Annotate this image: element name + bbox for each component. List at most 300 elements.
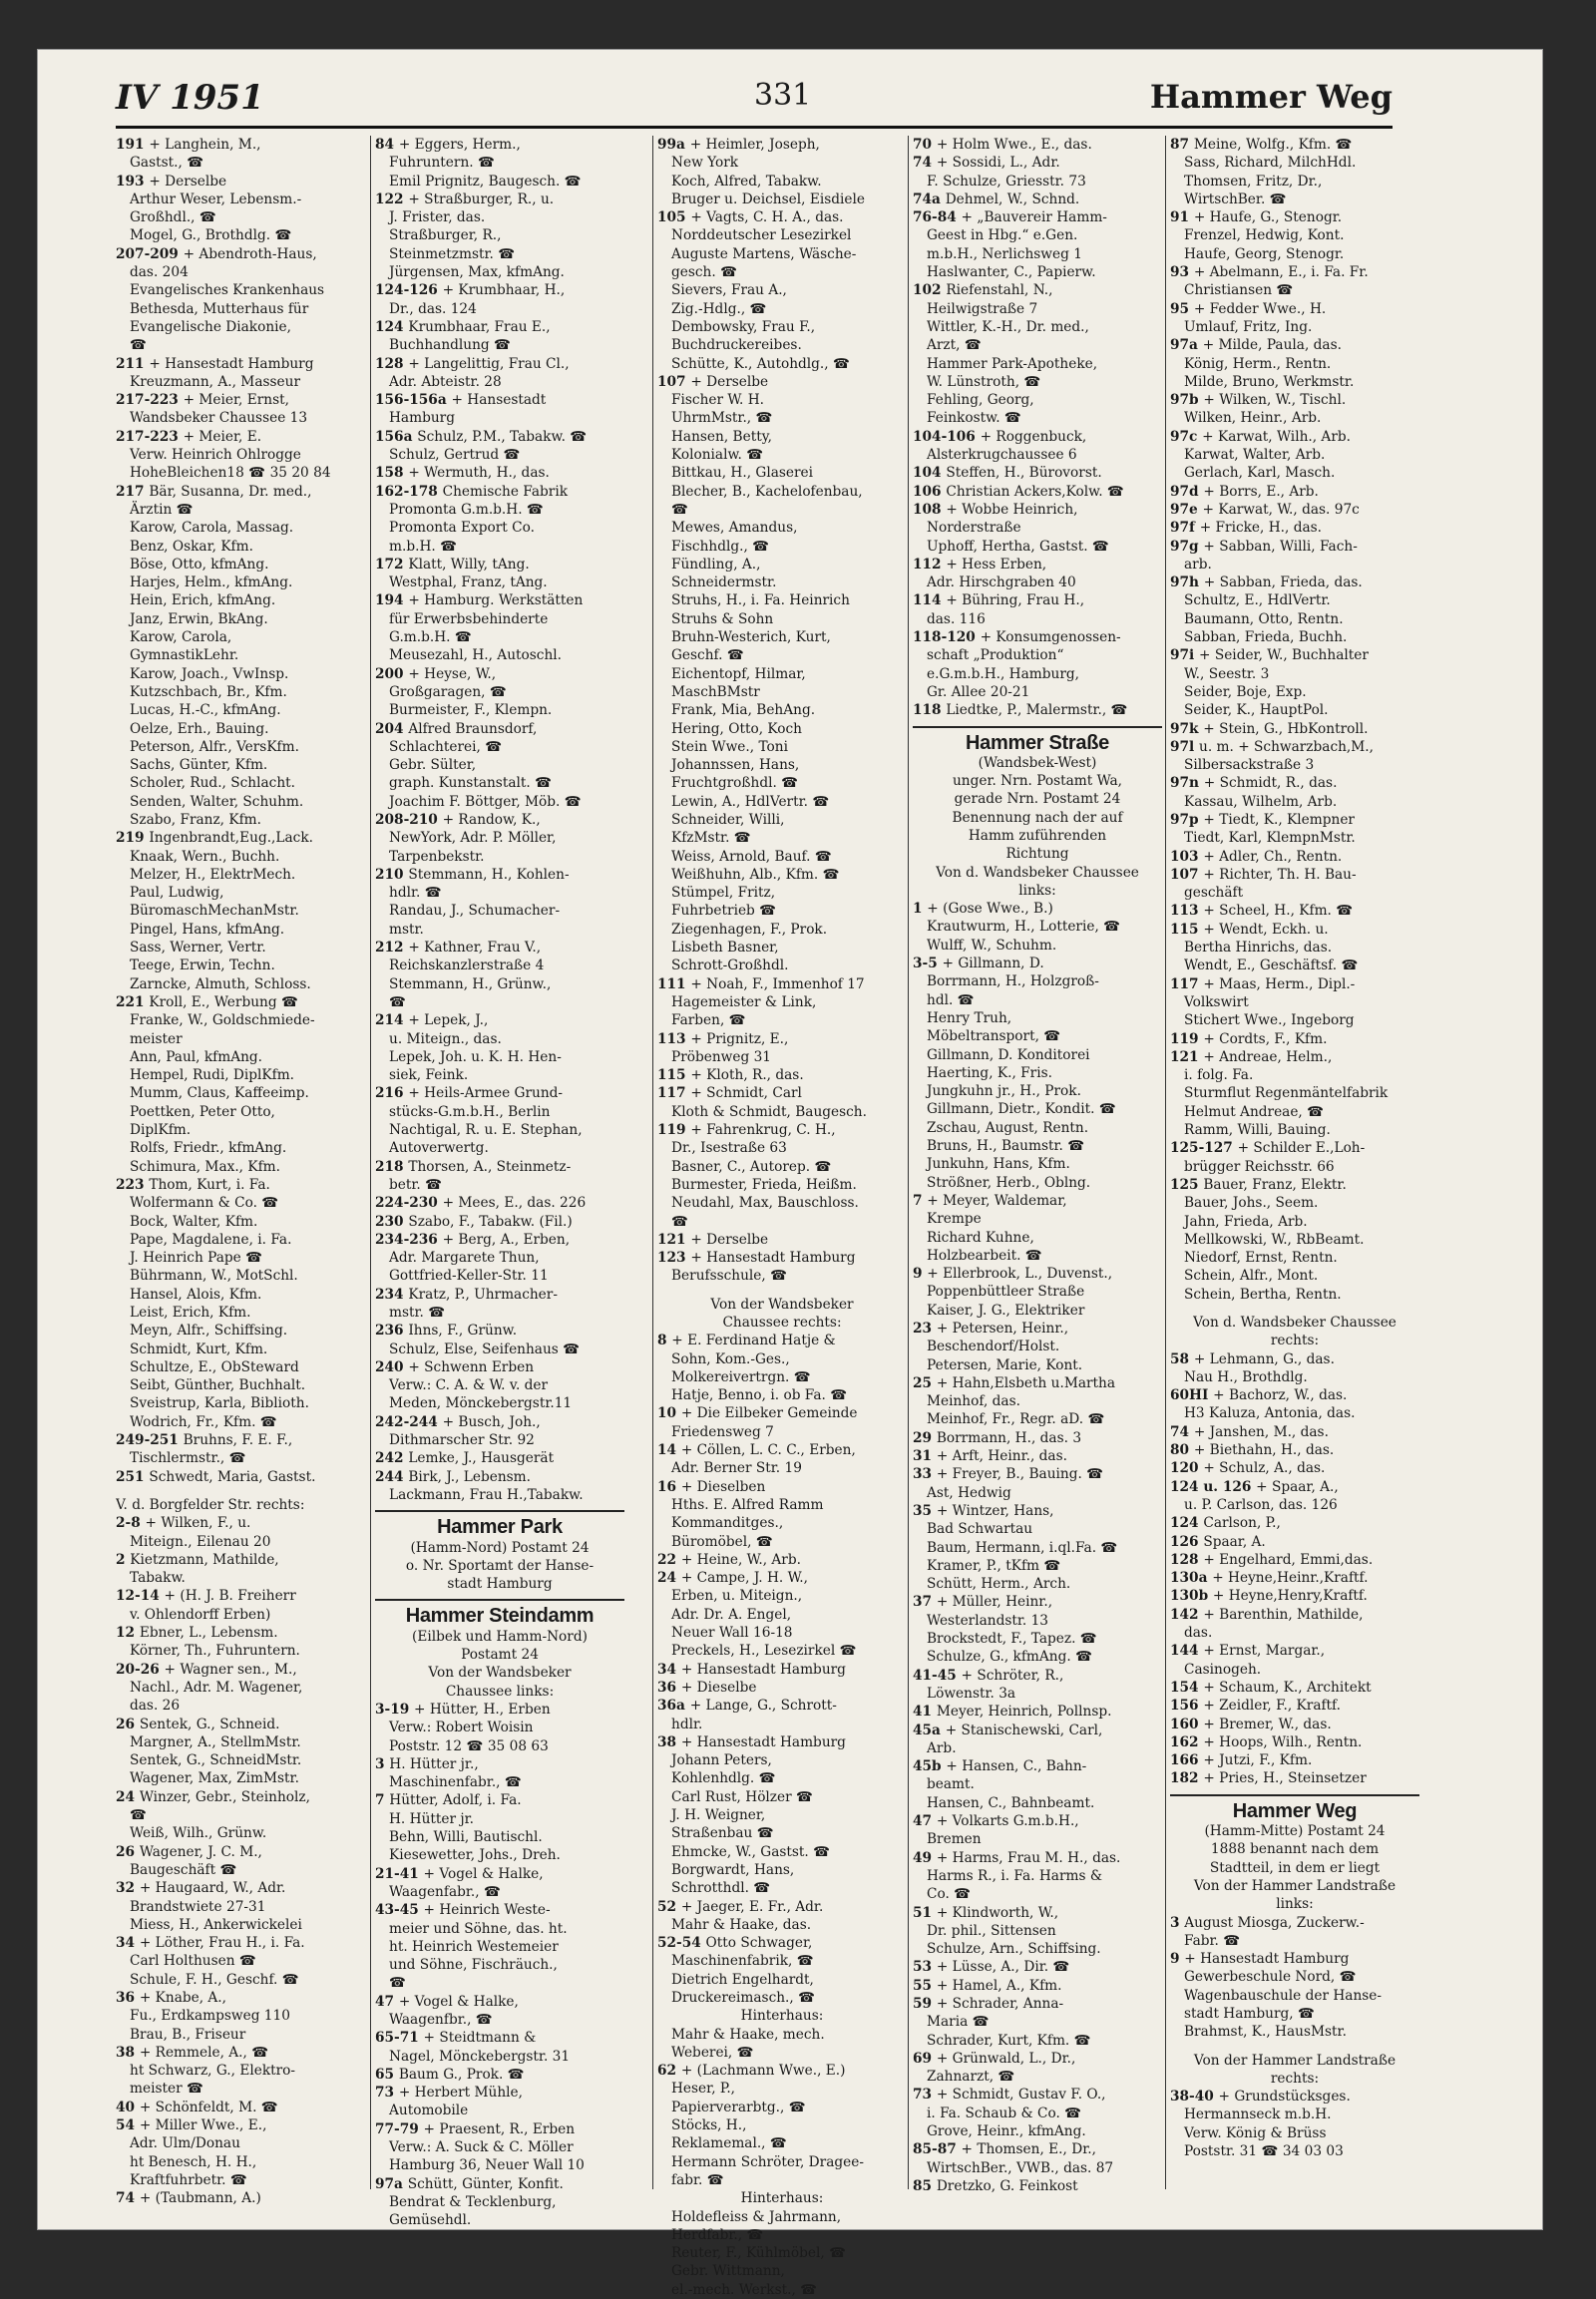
entry-continuation: Wagenbauschule der Hanse- bbox=[1184, 1987, 1383, 2004]
entry-continuation: Gr. Allee 20-21 bbox=[927, 683, 1030, 700]
entry-continuation: Burmeister, F., Klempn. bbox=[389, 702, 553, 719]
house-number: 128 bbox=[1170, 1551, 1204, 1568]
entry-continuation: Fischhdlg., ☎ bbox=[671, 538, 770, 555]
house-number: 62 bbox=[657, 2063, 681, 2080]
entry-text: + Hess Erben, bbox=[946, 556, 1047, 573]
spacer bbox=[657, 1286, 907, 1296]
house-number: 41-45 bbox=[913, 1667, 962, 1684]
entry-continuation: Fündling, A., bbox=[671, 556, 761, 573]
section-note: stadt Hamburg bbox=[447, 1576, 553, 1593]
entry-text: + Holm Wwe., E., das. bbox=[936, 137, 1092, 153]
entry-continuation: Umlauf, Fritz, Ing. bbox=[1184, 318, 1313, 335]
entry-continuation: J. H. Weigner, bbox=[671, 1807, 766, 1824]
house-number: 123 bbox=[657, 1250, 691, 1267]
entry-continuation: Hempel, Rudi, DiplKfm. bbox=[130, 1067, 295, 1084]
section-rule bbox=[913, 726, 1162, 728]
directory-column-4 bbox=[913, 136, 1162, 2195]
directory-entry bbox=[1170, 1423, 1419, 1441]
house-number: 97d bbox=[1170, 483, 1204, 500]
directory-entry bbox=[1170, 1733, 1419, 1751]
house-number: 218 bbox=[375, 1158, 409, 1175]
entry-text: August Miosga, Zuckerw.- bbox=[1184, 1914, 1365, 1931]
entry-text: + Bachorz, W., das. bbox=[1213, 1387, 1348, 1404]
entry-text: + Thomsen, E., Dr., bbox=[961, 2141, 1096, 2158]
house-number: 211 bbox=[116, 355, 150, 372]
directory-entry bbox=[116, 391, 365, 409]
directory-entry bbox=[1170, 1950, 1419, 1968]
entry-text: Schulz, P.M., Tabakw. ☎ bbox=[417, 428, 588, 445]
entry-continuation: Schulz, Else, Seifenhaus ☎ bbox=[389, 1341, 581, 1357]
directory-entry bbox=[657, 1934, 907, 1952]
entry-continuation: Wilken, Heinr., Arb. bbox=[1184, 410, 1322, 427]
section-rule bbox=[375, 1510, 624, 1512]
house-number: 102 bbox=[913, 282, 947, 299]
entry-text: + Cöllen, L. C. C., Erben, bbox=[680, 1442, 856, 1459]
directory-entry bbox=[375, 1358, 624, 1376]
house-number: 35 bbox=[913, 1502, 937, 1519]
house-number: 115 bbox=[657, 1067, 691, 1084]
entry-text: Steffen, H., Bürovorst. bbox=[946, 465, 1102, 482]
directory-column-3 bbox=[657, 136, 907, 2299]
entry-continuation: Nachl., Adr. M. Wagener, bbox=[130, 1679, 303, 1696]
entry-continuation: Kiesewetter, Johs., Dreh. bbox=[389, 1847, 561, 1864]
house-number: 22 bbox=[657, 1551, 681, 1568]
house-number: 20-26 bbox=[116, 1661, 165, 1678]
entry-continuation: Ramm, Willi, Bauing. bbox=[1184, 1122, 1331, 1139]
entry-continuation: BüromaschMechanMstr. bbox=[130, 903, 299, 920]
entry-text: + Heyne,Henry,Kraftf. bbox=[1212, 1588, 1368, 1605]
directory-entry bbox=[1170, 1030, 1419, 1048]
entry-text: + Kathner, Frau V., bbox=[408, 940, 542, 957]
entry-continuation: Autoverwertg. bbox=[389, 1140, 489, 1157]
house-number: 97p bbox=[1170, 811, 1204, 828]
entry-text: + Meier, E. bbox=[183, 428, 262, 445]
house-number: 12 bbox=[116, 1625, 140, 1642]
entry-continuation: Burmester, Frieda, Heißm. bbox=[671, 1176, 857, 1193]
directory-entry bbox=[116, 1624, 365, 1642]
entry-continuation: Henry Truh, bbox=[927, 1009, 1012, 1026]
entry-continuation: Evangelisches Krankenhaus bbox=[130, 282, 325, 299]
entry-continuation: Meusezahl, H., Autoschl. bbox=[389, 647, 562, 664]
entry-continuation: Kramer, P., tKfm ☎ bbox=[927, 1557, 1061, 1574]
entry-continuation: Lisbeth Basner, bbox=[671, 940, 779, 957]
entry-continuation: Tischlermstr., ☎ bbox=[130, 1450, 246, 1467]
directory-entry bbox=[1170, 1386, 1419, 1404]
house-number: 55 bbox=[913, 1977, 937, 1994]
house-number: 52-54 bbox=[657, 1935, 706, 1952]
house-number: 160 bbox=[1170, 1716, 1204, 1732]
house-number: 124 bbox=[375, 318, 409, 335]
house-number: 38 bbox=[657, 1733, 681, 1750]
entry-text: + Wilken, F., u. bbox=[145, 1515, 251, 1532]
house-number: 182 bbox=[1170, 1770, 1204, 1787]
directory-entry bbox=[375, 1231, 624, 1249]
entry-continuation: Dithmarscher Str. 92 bbox=[389, 1432, 535, 1449]
entry-continuation: Carl Rust, Hölzer ☎ bbox=[671, 1788, 814, 1805]
house-number: 119 bbox=[657, 1122, 691, 1139]
entry-continuation: Karow, Carola, bbox=[130, 629, 232, 646]
section-note: Benennung nach der auf bbox=[952, 809, 1123, 826]
directory-entry bbox=[375, 1755, 624, 1773]
entry-text: + Arft, Heinr., das. bbox=[936, 1448, 1067, 1465]
entry-continuation: das. 26 bbox=[130, 1698, 181, 1715]
entry-continuation: Norddeutscher Lesezirkel bbox=[671, 227, 852, 244]
entry-continuation: Bertha Hinrichs, das. bbox=[1184, 940, 1333, 957]
house-number: 25 bbox=[913, 1374, 937, 1391]
entry-continuation: meister bbox=[130, 1030, 183, 1047]
entry-continuation: Gewerbeschule Nord, ☎ bbox=[1184, 1969, 1357, 1986]
entry-continuation: Preckels, H., Lesezirkel ☎ bbox=[671, 1643, 857, 1660]
directory-page bbox=[38, 50, 1542, 2298]
section-note: links: bbox=[1018, 882, 1056, 899]
entry-text: + Vagts, C. H. A., das. bbox=[690, 209, 844, 226]
entry-continuation: KfzMstr. ☎ bbox=[671, 830, 751, 847]
section-note: Von d. Wandsbeker Chaussee bbox=[1193, 1315, 1396, 1331]
directory-entry bbox=[657, 1478, 907, 1496]
entry-continuation: Kohlenhdlg. ☎ bbox=[671, 1770, 776, 1787]
entry-text: + Hütter, H., Erben bbox=[414, 1701, 551, 1718]
entry-continuation: Schlachterei, ☎ bbox=[389, 738, 503, 755]
entry-continuation: Gillmann, D. Konditorei bbox=[927, 1046, 1090, 1063]
entry-continuation: Mogel, G., Brothdlg. ☎ bbox=[130, 227, 292, 244]
entry-continuation: Peterson, Alfr., VersKfm. bbox=[130, 738, 299, 755]
section-rule bbox=[375, 1599, 624, 1601]
house-number: 230 bbox=[375, 1213, 409, 1230]
entry-text: + Remmele, A., ☎ bbox=[139, 2044, 269, 2061]
directory-column-5 bbox=[1170, 136, 1419, 2160]
directory-entry bbox=[375, 1865, 624, 1883]
entry-continuation: Zig.-Hdlg., ☎ bbox=[671, 300, 767, 317]
directory-entry bbox=[913, 501, 1162, 519]
entry-continuation: Poppenbüttleer Straße bbox=[927, 1284, 1085, 1301]
entry-text: + Wendt, Eckh. u. bbox=[1203, 921, 1329, 938]
entry-continuation: ☎ bbox=[671, 1213, 689, 1230]
entry-continuation: arb. bbox=[1184, 556, 1212, 573]
house-number: 45a bbox=[913, 1722, 946, 1738]
entry-text: + Engelhard, Emmi,das. bbox=[1203, 1551, 1374, 1568]
house-number: 23 bbox=[913, 1321, 937, 1337]
directory-entry bbox=[1170, 646, 1419, 664]
entry-continuation: Baumann, Otto, Rentn. bbox=[1184, 610, 1344, 627]
entry-text: Alfred Braunsdorf, bbox=[408, 720, 538, 737]
entry-continuation: Gerlach, Karl, Masch. bbox=[1184, 465, 1336, 482]
entry-continuation: Mahr & Haake, mech. bbox=[671, 2026, 825, 2043]
directory-entry bbox=[657, 1066, 907, 1084]
entry-continuation: ☎ bbox=[671, 501, 689, 518]
entry-continuation: m.b.H., Nerlichsweg 1 bbox=[927, 245, 1082, 262]
entry-continuation: Brau, B., Friseur bbox=[130, 2026, 246, 2043]
entry-continuation: Schrott-Großhdl. bbox=[671, 958, 789, 974]
spacer bbox=[1170, 1304, 1419, 1314]
directory-entry bbox=[657, 975, 907, 993]
entry-continuation: Jürgensen, Max, kfmAng. bbox=[389, 264, 565, 281]
entry-continuation: W. Lünstroth, ☎ bbox=[927, 373, 1041, 390]
entry-continuation: und Söhne, Fischräuch., bbox=[389, 1957, 558, 1974]
entry-text: Bruhns, F. E. F., bbox=[183, 1432, 293, 1449]
house-number: 58 bbox=[1170, 1350, 1194, 1367]
entry-continuation: Adr. Hirschgraben 40 bbox=[927, 575, 1076, 591]
directory-entry bbox=[657, 1249, 907, 1267]
entry-continuation: Schulz, Gertrud ☎ bbox=[389, 447, 521, 464]
entry-continuation: Böse, Otto, kfmAng. bbox=[130, 556, 269, 573]
directory-entry bbox=[375, 1158, 624, 1176]
directory-entry bbox=[375, 483, 624, 501]
directory-entry bbox=[375, 1449, 624, 1467]
house-number: 156-156a bbox=[375, 392, 452, 409]
entry-continuation: Sievers, Frau A., bbox=[671, 282, 787, 299]
house-number: 118 bbox=[913, 702, 947, 719]
entry-continuation: Wulff, W., Schuhm. bbox=[927, 937, 1057, 954]
entry-continuation: Poststr. 12 ☎ 35 08 63 bbox=[389, 1737, 549, 1754]
directory-entry bbox=[375, 318, 624, 336]
entry-text: + Hansestadt bbox=[451, 392, 547, 409]
entry-continuation: Christiansen ☎ bbox=[1184, 282, 1294, 299]
entry-continuation: Baugeschäft ☎ bbox=[130, 1861, 237, 1878]
entry-continuation: Beschendorf/Holst. bbox=[927, 1339, 1060, 1355]
entry-continuation: ht Schwarz, G., Elektro- bbox=[130, 2063, 296, 2080]
entry-text: + Grünwald, L., Dr., bbox=[936, 2050, 1076, 2067]
entry-text: + Schmidt, R., das. bbox=[1203, 775, 1338, 792]
volume-year: IV 1951 bbox=[116, 78, 264, 118]
directory-entry bbox=[375, 1901, 624, 1919]
entry-text: + Hansestadt Hamburg bbox=[690, 1250, 856, 1267]
entry-continuation: Fabr. ☎ bbox=[1184, 1932, 1241, 1949]
entry-continuation: Borgwardt, Hans, bbox=[671, 1861, 795, 1878]
entry-text: + Vogel & Halke, bbox=[423, 1865, 544, 1882]
entry-text: + Schilder E.,Loh- bbox=[1237, 1140, 1366, 1157]
house-number: 105 bbox=[657, 209, 691, 226]
entry-text: + Konsumgenossen- bbox=[980, 629, 1121, 646]
entry-text: u. m. + Schwarzbach,M., bbox=[1199, 738, 1374, 755]
entry-continuation: Gillmann, Dietr., Kondit. ☎ bbox=[927, 1101, 1116, 1118]
entry-continuation: Arb. bbox=[927, 1739, 957, 1756]
directory-entry bbox=[1170, 1697, 1419, 1715]
entry-continuation: Struhs & Sohn bbox=[671, 610, 774, 627]
entry-continuation: Lewin, A., HdlVertr. ☎ bbox=[671, 793, 830, 810]
entry-continuation: Feinkostw. ☎ bbox=[927, 410, 1021, 427]
entry-continuation: Fuhruntern. ☎ bbox=[389, 155, 496, 172]
entry-continuation: Stöcks, H., bbox=[671, 2117, 747, 2134]
entry-continuation: Gemüsehdl. bbox=[389, 2212, 472, 2229]
entry-continuation: Neuer Wall 16-18 bbox=[671, 1625, 793, 1642]
entry-continuation: Lepek, Joh. u. K. H. Hen- bbox=[389, 1048, 562, 1065]
entry-continuation: UhrmMstr., ☎ bbox=[671, 410, 773, 427]
entry-text: + Richter, Th. H. Bau- bbox=[1203, 866, 1357, 883]
entry-continuation: Zarncke, Almuth, Schloss. bbox=[130, 975, 311, 992]
entry-text: + Andreae, Helm., bbox=[1203, 1048, 1333, 1065]
entry-continuation: Eichentopf, Hilmar, bbox=[671, 665, 806, 682]
entry-continuation: hdlr. bbox=[671, 1716, 703, 1732]
entry-text: + Volkarts G.m.b.H., bbox=[936, 1813, 1079, 1830]
house-number: 97k bbox=[1170, 720, 1204, 737]
entry-continuation: Friedensweg 7 bbox=[671, 1423, 774, 1440]
page-header bbox=[116, 76, 1393, 129]
entry-continuation: Haslwanter, C., Papierw. bbox=[927, 264, 1096, 281]
house-number: 8 bbox=[657, 1333, 672, 1349]
entry-continuation: Kaiser, J. G., Elektriker bbox=[927, 1302, 1085, 1319]
directory-entry bbox=[913, 2050, 1162, 2068]
entry-continuation: Pingel, Hans, kfmAng. bbox=[130, 921, 285, 938]
entry-continuation: Strößner, Herb., Oblng. bbox=[927, 1174, 1091, 1191]
house-number: 12-14 bbox=[116, 1588, 165, 1605]
house-number: 74 bbox=[116, 2190, 140, 2207]
directory-entry bbox=[116, 1431, 365, 1449]
entry-continuation: Straßburger, R., bbox=[389, 227, 502, 244]
entry-text: + Pries, H., Steinsetzer bbox=[1203, 1770, 1367, 1787]
house-number: 221 bbox=[116, 993, 150, 1010]
entry-text: Ihns, F., Grünw. bbox=[408, 1323, 518, 1340]
entry-text: + Schulz, A., das. bbox=[1203, 1460, 1326, 1477]
directory-entry bbox=[375, 2084, 624, 2102]
directory-entry bbox=[1170, 483, 1419, 501]
entry-continuation: Weißhuhn, Alb., Kfm. ☎ bbox=[671, 866, 840, 883]
house-number: 14 bbox=[657, 1442, 681, 1459]
house-number: 45b bbox=[913, 1758, 947, 1775]
house-number: 37 bbox=[913, 1594, 937, 1611]
entry-continuation: ht Benesch, H. H., bbox=[130, 2153, 257, 2170]
entry-text: + Sabban, Willi, Fach- bbox=[1203, 538, 1358, 555]
entry-text: + Schönfeldt, M. ☎ bbox=[139, 2099, 278, 2115]
street-section-title: Hammer Straße bbox=[966, 731, 1109, 754]
entry-continuation: Druckereimasch., ☎ bbox=[671, 1989, 816, 2006]
entry-continuation: Schneidermstr. bbox=[671, 575, 777, 591]
directory-entry bbox=[657, 1733, 907, 1751]
entry-continuation: Silbersackstraße 3 bbox=[1184, 757, 1315, 774]
entry-text: Riefenstahl, N., bbox=[946, 282, 1053, 299]
entry-text: + Heyne,Heinr.,Kraftf. bbox=[1212, 1570, 1369, 1587]
directory-entry bbox=[657, 1404, 907, 1422]
section-note: Von d. Wandsbeker Chaussee bbox=[936, 864, 1139, 881]
house-number: 128 bbox=[375, 355, 409, 372]
directory-entry bbox=[1170, 574, 1419, 591]
entry-text: + Jaeger, E. Fr., Adr. bbox=[680, 1898, 824, 1915]
directory-entry bbox=[1170, 1569, 1419, 1587]
entry-continuation: Miteign., Eilenau 20 bbox=[130, 1533, 271, 1550]
directory-entry bbox=[913, 1958, 1162, 1976]
entry-continuation: Karwat, Walter, Arb. bbox=[1184, 447, 1326, 464]
entry-continuation: DiplKfm. bbox=[130, 1122, 192, 1139]
directory-entry bbox=[375, 191, 624, 208]
directory-entry bbox=[657, 1898, 907, 1916]
entry-text: Schütt, Günter, Konfit. bbox=[407, 2175, 564, 2192]
entry-continuation: Stemmann, H., Grünw., bbox=[389, 975, 552, 992]
entry-continuation: Tabakw. bbox=[130, 1570, 186, 1587]
house-number: 251 bbox=[116, 1468, 150, 1485]
directory-entry bbox=[116, 428, 365, 446]
entry-text: Kietzmann, Mathilde, bbox=[130, 1551, 279, 1568]
entry-continuation: WirtschBer., VWB., das. 87 bbox=[927, 2159, 1114, 2176]
directory-entry bbox=[1170, 136, 1419, 154]
entry-continuation: Bethesda, Mutterhaus für bbox=[130, 300, 309, 317]
section-note: Hinterhaus: bbox=[740, 2190, 824, 2207]
entry-text: + (H. J. B. Freiherr bbox=[164, 1588, 296, 1605]
entry-continuation: Junkuhn, Hans, Kfm. bbox=[927, 1156, 1070, 1173]
entry-text: + Heils-Armee Grund- bbox=[408, 1085, 564, 1102]
directory-entry bbox=[116, 829, 365, 847]
directory-entry bbox=[1170, 975, 1419, 993]
entry-continuation: Seider, Boje, Exp. bbox=[1184, 683, 1307, 700]
entry-text: + Wobbe Heinrich, bbox=[946, 501, 1078, 518]
house-number: 113 bbox=[1170, 903, 1204, 920]
house-number: 97i bbox=[1170, 647, 1200, 664]
house-number: 130b bbox=[1170, 1588, 1213, 1605]
section-note: Stadtteil, in dem er liegt bbox=[1209, 1859, 1381, 1876]
entry-text: + Grundstücksges. bbox=[1218, 2089, 1351, 2106]
entry-text: + Janshen, M., das. bbox=[1193, 1423, 1329, 1440]
entry-text: + Noah, F., Immenhof 17 bbox=[690, 975, 865, 992]
entry-continuation: Hermann Schröter, Dragee- bbox=[671, 2153, 864, 2170]
spacer bbox=[116, 1486, 365, 1496]
house-number: 97b bbox=[1170, 392, 1204, 409]
entry-continuation: Weiss, Arnold, Bauf. ☎ bbox=[671, 848, 832, 865]
entry-continuation: Frank, Mia, BehAng. bbox=[671, 702, 816, 719]
entry-text: Meine, Wolfg., Kfm. ☎ bbox=[1193, 137, 1353, 153]
directory-entry bbox=[1170, 921, 1419, 939]
entry-continuation: Schein, Bertha, Rentn. bbox=[1184, 1286, 1342, 1303]
entry-continuation: Stein Wwe., Toni bbox=[671, 738, 788, 755]
section-note: (Hamm-Mitte) Postamt 24 bbox=[1204, 1823, 1386, 1840]
entry-continuation: Karow, Carola, Massag. bbox=[130, 520, 294, 537]
entry-continuation: MaschBMstr bbox=[671, 683, 760, 700]
directory-entry bbox=[375, 866, 624, 884]
entry-text: + Maas, Herm., Dipl.- bbox=[1203, 975, 1356, 992]
directory-entry bbox=[116, 1879, 365, 1897]
entry-continuation: Szabo, Franz, Kfm. bbox=[130, 811, 262, 828]
entry-continuation: Schultze, E., ObSteward bbox=[130, 1358, 299, 1375]
street-heading: Hammer Weg bbox=[1149, 78, 1393, 116]
entry-text: + Stein, G., HbKontroll. bbox=[1203, 720, 1369, 737]
section-note: Von der Wandsbeker bbox=[710, 1296, 854, 1313]
house-number: 194 bbox=[375, 592, 409, 609]
entry-continuation: J. Frister, das. bbox=[389, 209, 486, 226]
entry-continuation: Reuter, F., Kühlmöbel, ☎ bbox=[671, 2245, 847, 2262]
entry-continuation: Schrader, Kurt, Kfm. ☎ bbox=[927, 2032, 1091, 2049]
entry-continuation: Westerlandstr. 13 bbox=[927, 1612, 1049, 1629]
house-number: 126 bbox=[1170, 1533, 1204, 1550]
directory-entry bbox=[116, 136, 365, 154]
section-rule bbox=[1170, 1794, 1419, 1796]
entry-continuation: Möbeltransport, ☎ bbox=[927, 1028, 1061, 1045]
entry-text: + Wilken, W., Tischl. bbox=[1203, 392, 1347, 409]
directory-entry bbox=[913, 955, 1162, 972]
entry-continuation: Hamburg bbox=[389, 410, 455, 427]
directory-entry bbox=[116, 2099, 365, 2116]
directory-entry bbox=[1170, 1176, 1419, 1194]
directory-entry bbox=[657, 1121, 907, 1139]
entry-text: + Wintzer, Hans, bbox=[936, 1502, 1054, 1519]
entry-text: Birk, J., Lebensm. bbox=[408, 1468, 532, 1485]
entry-continuation: Karow, Joach., VwInsp. bbox=[130, 665, 289, 682]
house-number: 93 bbox=[1170, 264, 1194, 281]
house-number: 26 bbox=[116, 1716, 140, 1732]
directory-entry bbox=[1170, 538, 1419, 556]
house-number: 107 bbox=[1170, 866, 1204, 883]
entry-continuation: Adr. Abteistr. 28 bbox=[389, 373, 502, 390]
entry-text: + Harms, Frau M. H., das. bbox=[936, 1849, 1121, 1866]
entry-continuation: Kommanditges., bbox=[671, 1515, 784, 1532]
house-number: 85 bbox=[913, 2177, 937, 2194]
house-number: 104-106 bbox=[913, 428, 981, 445]
house-number: 97h bbox=[1170, 575, 1204, 591]
directory-entry bbox=[1170, 738, 1419, 756]
entry-text: + Schröter, R., bbox=[961, 1667, 1064, 1684]
entry-continuation: Maria ☎ bbox=[927, 2014, 990, 2031]
entry-text: Baum G., Prok. ☎ bbox=[398, 2066, 525, 2083]
entry-continuation: New York bbox=[671, 155, 739, 172]
entry-text: + Heinrich Weste- bbox=[423, 1902, 551, 1919]
entry-text: + Heyse, W., bbox=[408, 665, 497, 682]
entry-continuation: HoheBleichen18 ☎ 35 20 84 bbox=[130, 465, 331, 482]
